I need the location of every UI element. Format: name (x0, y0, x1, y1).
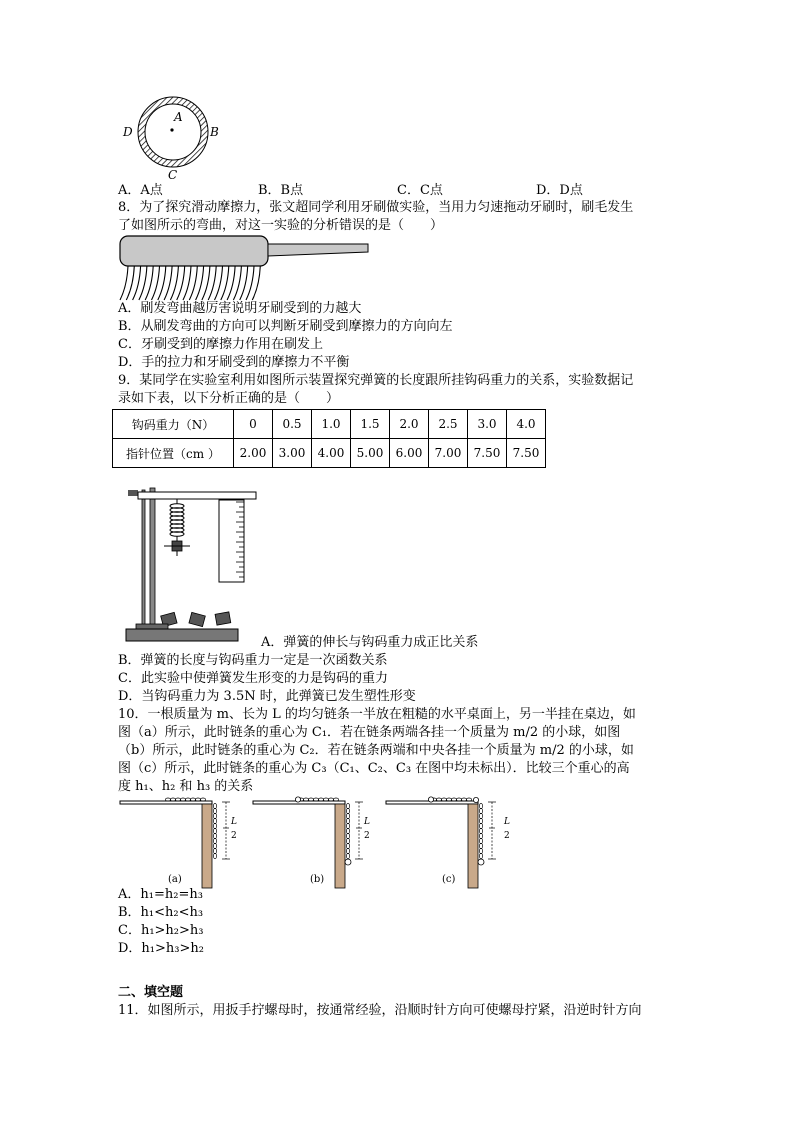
q7-option-b: B．B点 (258, 183, 304, 198)
q10-option-c: C．h₁>h₂>h₃ (118, 923, 204, 938)
table-row (113, 410, 546, 439)
q10-stem-5: 度 h₁、h₂ 和 h₃ 的关系 (118, 779, 254, 794)
table-cell: 3.00 (273, 439, 312, 468)
section-heading: 二、填空题 (118, 985, 184, 1000)
q10-stem-2: 图（a）所示，此时链条的重心为 C₁．若在链条两端各挂一个质量为 m/2 的小球，如图 (118, 725, 621, 740)
chain-figures (118, 796, 528, 888)
table-cell: 1.5 (351, 410, 390, 439)
table-cell: 7.50 (507, 439, 546, 468)
toothbrush-figure (118, 234, 378, 302)
table-cell: 2.0 (390, 410, 429, 439)
q9-option-c: C．此实验中使弹簧发生形变的力是钩码的重力 (118, 671, 388, 686)
table-header: 指针位置（cm ） (113, 439, 234, 468)
table-cell: 5.00 (351, 439, 390, 468)
q7-option-a: A．A点 (118, 183, 163, 198)
table-cell: 4.0 (507, 410, 546, 439)
q10-option-b: B．h₁<h₂<h₃ (118, 905, 204, 920)
q8-stem-2: 了如图所示的弯曲，对这一实验的分析错误的是（ ） (118, 218, 444, 233)
len-label-b-den: 2 (364, 831, 370, 841)
q9-stem-1: 9．某同学在实验室利用如图所示装置探究弹簧的长度跟所挂钩码重力的关系，实验数据记 (118, 373, 634, 388)
q9-stem-2: 录如下表，以下分析正确的是（ ） (118, 391, 340, 406)
len-label-a-den: 2 (231, 831, 237, 841)
label-d: D (123, 125, 133, 139)
table-cell: 1.0 (312, 410, 351, 439)
label-c: C (168, 168, 178, 182)
q8-option-d: D．手的拉力和牙刷受到的摩擦力不平衡 (118, 355, 350, 370)
label-a: A (174, 110, 183, 124)
table-cell: 0 (234, 410, 273, 439)
q10-stem-3: （b）所示，此时链条的重心为 C₂．若在链条两端和中央各挂一个质量为 m/2 的小球，如 (118, 743, 634, 758)
q7-option-c: C．C点 (397, 183, 443, 198)
len-label-a: L (231, 817, 237, 827)
ring-figure (118, 95, 228, 185)
table-cell: 0.5 (273, 410, 312, 439)
q10-stem-1: 10．一根质量为 m、长为 L 的均匀链条一半放在粗糙的水平桌面上，另一半挂在桌边，如 (118, 707, 636, 722)
q7-option-d: D．D点 (536, 183, 583, 198)
q10-option-a: A．h₁=h₂=h₃ (118, 887, 203, 902)
spring-data-table (112, 409, 546, 468)
spring-stand-figure (124, 486, 264, 644)
table-cell: 7.00 (429, 439, 468, 468)
q8-stem-1: 8．为了探究滑动摩擦力，张文超同学利用牙刷做实验，当用力匀速拖动牙刷时，刷毛发生 (118, 200, 634, 215)
fig-caption-c: (c) (442, 874, 456, 885)
q10-option-d: D．h₁>h₃>h₂ (118, 941, 204, 956)
q8-option-c: C．牙刷受到的摩擦力作用在刷发上 (118, 337, 323, 352)
table-cell: 6.00 (390, 439, 429, 468)
table-header: 钩码重力（N） (113, 410, 234, 439)
table-cell: 7.50 (468, 439, 507, 468)
q10-stem-4: 图（c）所示，此时链条的重心为 C₃（C₁、C₂、C₃ 在图中均未标出）．比较三个重心的高 (118, 761, 630, 776)
fig-caption-a: (a) (168, 874, 182, 885)
table-cell: 2.00 (234, 439, 273, 468)
q7-options (118, 179, 678, 197)
label-b: B (210, 125, 219, 139)
len-label-b: L (364, 817, 370, 827)
q9-option-d: D．当钩码重力为 3.5N 时，此弹簧已发生塑性形变 (118, 689, 416, 704)
table-cell: 2.5 (429, 410, 468, 439)
table-row (113, 439, 546, 468)
q9-option-b: B．弹簧的长度与钩码重力一定是一次函数关系 (118, 653, 388, 668)
q11-stem-1: 11．如图所示，用扳手拧螺母时，按通常经验，沿顺时针方向可使螺母拧紧，沿逆时针方向 (118, 1003, 642, 1018)
q8-option-a: A．刷发弯曲越厉害说明牙刷受到的力越大 (118, 301, 362, 316)
len-label-c-den: 2 (504, 831, 510, 841)
len-label-c: L (504, 817, 510, 827)
center-point (170, 128, 173, 131)
fig-caption-b: (b) (310, 874, 325, 885)
table-cell: 4.00 (312, 439, 351, 468)
q9-option-a: A．弹簧的伸长与钩码重力成正比关系 (261, 635, 479, 650)
table-cell: 3.0 (468, 410, 507, 439)
q8-option-b: B．从刷发弯曲的方向可以判断牙刷受到摩擦力的方向向左 (118, 319, 453, 334)
